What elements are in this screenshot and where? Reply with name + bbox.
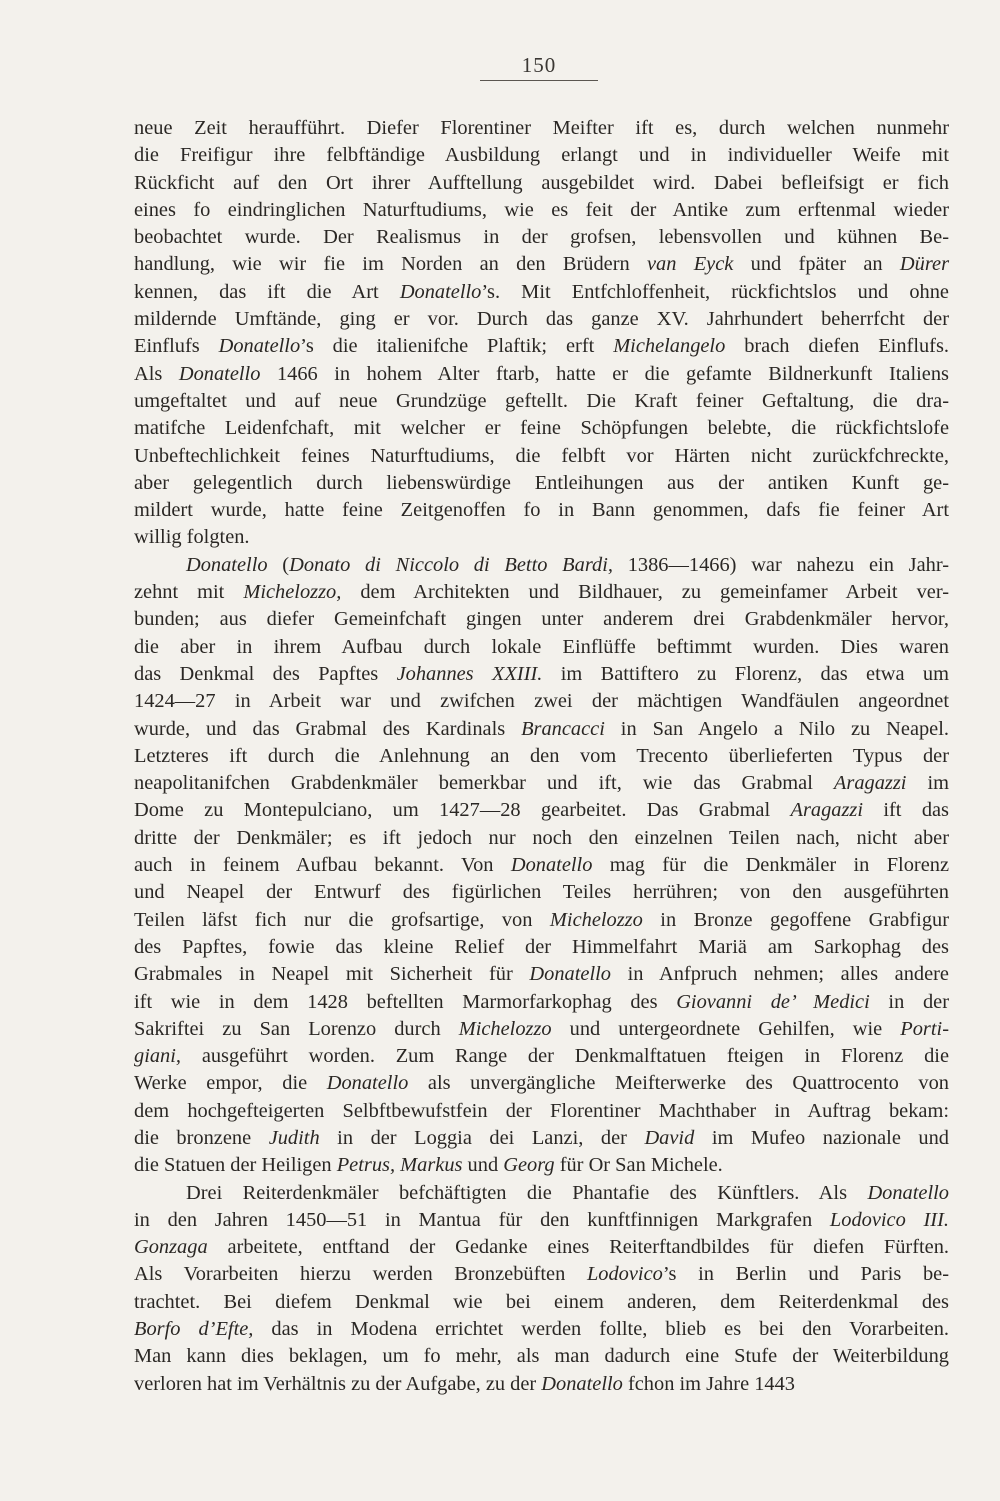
italic-name: Petrus, Markus xyxy=(336,1154,463,1177)
italic-name: Donato di Niccolo di Betto Bardi, xyxy=(289,553,613,576)
italic-name: Borfo d’Efte, xyxy=(134,1318,254,1341)
text-line xyxy=(134,1180,949,1207)
italic-name: Donatello xyxy=(399,280,482,303)
text-line xyxy=(134,279,949,306)
text-line xyxy=(134,333,949,360)
text-line xyxy=(134,388,949,415)
text-line xyxy=(134,524,949,551)
text-run: in den Jahren 1450—51 in Mantua für den kunftfinnigen Markgrafen xyxy=(134,1208,830,1231)
text-run: willig folgten. xyxy=(134,526,250,549)
text-line xyxy=(134,852,949,879)
text-line xyxy=(134,1207,949,1234)
text-run: dem Architekten und Bildhauer, zu gemeinfamer Arbeit ver- xyxy=(341,581,949,604)
text-run: mag für die Denkmäler in Florenz xyxy=(592,854,950,877)
text-line xyxy=(134,197,949,224)
text-line xyxy=(134,606,949,633)
text-run: Sakriftei zu San Lorenzo durch xyxy=(134,1017,459,1040)
text-line xyxy=(134,989,949,1016)
text-line xyxy=(134,1343,949,1370)
text-run: 1386—1466) war nahezu ein Jahr- xyxy=(612,553,949,576)
text-run: Letzteres ift durch die Anlehnung an den vom Trecento überlieferten Typus der xyxy=(134,744,949,767)
text-line xyxy=(134,934,949,961)
text-run: die Statuen der Heiligen xyxy=(134,1154,337,1177)
text-run: das in Modena errichtet werden follte, blieb es bei den Vorarbeiten. xyxy=(253,1318,950,1341)
italic-name: Michelozzo xyxy=(458,1017,552,1040)
text-line xyxy=(134,115,949,142)
italic-name: giani, xyxy=(134,1045,182,1068)
text-line xyxy=(134,470,949,497)
text-run: in San Angelo a Nilo zu Neapel. xyxy=(604,717,949,740)
text-line xyxy=(134,1016,949,1043)
text-run: und Neapel der Entwurf des figürlichen Teiles herrühren; von den ausgeführten xyxy=(134,881,949,904)
text-run: ’s. Mit Entfchloffenheit, rückfichtslos und ohne xyxy=(481,280,949,303)
text-line xyxy=(134,1234,949,1261)
text-line xyxy=(134,497,949,524)
text-run: des Papftes, fowie das kleine Relief der Himmelfahrt Mariä am Sarkophag des xyxy=(134,935,949,958)
text-run: in der xyxy=(869,990,949,1013)
text-line xyxy=(134,1098,949,1125)
text-line xyxy=(134,688,949,715)
page-number-rule xyxy=(480,80,598,81)
text-run: Als xyxy=(134,362,179,385)
italic-name: Judith xyxy=(268,1126,320,1149)
italic-name: Brancacci xyxy=(521,717,605,740)
text-line xyxy=(134,825,949,852)
italic-name: Aragazzi xyxy=(790,799,864,822)
text-run: als unvergängliche Meifterwerke des Quattrocento von xyxy=(408,1072,949,1095)
italic-name: David xyxy=(644,1126,695,1149)
text-line xyxy=(134,224,949,251)
text-line xyxy=(134,661,949,688)
text-run: dem hochgefteigerten Selbftbewufstfein der Florentiner Machthaber in Auftrag bekam: xyxy=(134,1099,949,1122)
italic-name: van Eyck xyxy=(646,253,734,276)
text-run: Unbeftechlichkeit feines Naturftudiums, die felbft vor Härten nicht zurückfchreckte, xyxy=(134,444,949,467)
text-line xyxy=(134,634,949,661)
text-run: neue Zeit heraufführt. Diefer Florentiner Meifter ift es, durch welchen nunmehr xyxy=(134,117,949,139)
text-line xyxy=(134,907,949,934)
text-line xyxy=(134,1070,949,1097)
text-run: ift das xyxy=(863,799,949,822)
text-line xyxy=(134,415,949,442)
paragraph xyxy=(134,1180,949,1398)
text-run: in Anfpruch nehmen; alles andere xyxy=(610,963,949,986)
italic-name: Michelozzo, xyxy=(243,581,342,604)
text-run: Grabmales in Neapel mit Sicherheit für xyxy=(134,963,530,986)
text-line xyxy=(134,1152,949,1179)
text-run: für Or San Michele. xyxy=(554,1154,723,1177)
italic-name: Donatello xyxy=(178,362,261,385)
text-run: und xyxy=(462,1154,504,1177)
italic-name: Michelangelo xyxy=(613,335,726,358)
text-run: mildert wurde, hatte feine Zeitgenoffen fo in Bann genommen, dafs fie feiner Art xyxy=(134,499,949,522)
text-run: im xyxy=(906,772,949,795)
text-run: umgeftaltet und auf neue Grundzüge geftellt. Die Kraft feiner Geftaltung, die dra- xyxy=(134,389,949,412)
text-run: die bronzene xyxy=(134,1126,269,1149)
text-run: bunden; aus diefer Gemeinfchaft gingen unter anderem drei Grabdenkmäler hervor, xyxy=(134,608,949,631)
text-run: neapolitanifchen Grabdenkmäler bemerkbar und ift, wie das Grabmal xyxy=(134,772,834,795)
text-run: handlung, wie wir fie im Norden an den Brüdern xyxy=(134,253,647,276)
text-line xyxy=(134,1261,949,1288)
text-run: auch in feinem Aufbau bekannt. Von xyxy=(134,854,511,877)
italic-name: Donatello xyxy=(218,335,301,358)
italic-name: Dürer xyxy=(899,253,950,276)
text-run: ausgeführt worden. Zum Range der Denkmalftatuen fteigen in Florenz die xyxy=(181,1045,949,1068)
text-line xyxy=(134,579,949,606)
text-run: im Battiftero zu Florenz, das etwa um xyxy=(542,662,949,685)
text-run: und fpäter an xyxy=(733,253,900,276)
paragraph xyxy=(134,115,949,552)
text-line xyxy=(134,1316,949,1343)
italic-name: Donatello xyxy=(510,854,593,877)
text-run: beobachtet wurde. Der Realismus in der grofsen, lebensvollen und kühnen Be- xyxy=(134,226,949,249)
text-line xyxy=(134,797,949,824)
text-run: ( xyxy=(267,553,290,576)
text-line xyxy=(134,743,949,770)
text-line xyxy=(134,170,949,197)
text-run: dritte der Denkmäler; es ift jedoch nur noch den einzelnen Teilen nach, nicht aber xyxy=(134,826,949,849)
text-run: in der Loggia dei Lanzi, der xyxy=(319,1126,645,1149)
italic-name: Donatello xyxy=(541,1372,623,1395)
text-line xyxy=(134,1371,949,1398)
italic-name: Johannes XXIII. xyxy=(396,662,543,685)
text-line xyxy=(134,716,949,743)
body-text xyxy=(134,115,949,1398)
text-run: in Bronze gegoffene Grabfigur xyxy=(642,908,949,931)
text-run: Man kann dies beklagen, um fo mehr, als man dadurch eine Stufe der Weiterbildung xyxy=(134,1345,949,1368)
italic-name: Donatello xyxy=(867,1181,949,1204)
text-run: 1424—27 in Arbeit war und zwifchen zwei der mächtigen Wandfäulen angeordnet xyxy=(134,690,949,713)
text-run: die aber in ihrem Aufbau durch lokale Einflüffe beftimmt wurden. Dies waren xyxy=(134,635,949,658)
text-run: Einflufs xyxy=(134,335,219,358)
text-run: arbeitete, entftand der Gedanke eines Reiterftandbildes für diefen Fürften. xyxy=(207,1236,949,1259)
text-line xyxy=(134,361,949,388)
text-line xyxy=(134,1125,949,1152)
text-run: aber gelegentlich durch liebenswürdige Entleihungen aus der antiken Kunft ge- xyxy=(134,471,949,494)
italic-name: Lodovico III. xyxy=(829,1208,949,1231)
text-run: Rückficht auf den Ort ihrer Aufftellung ausgebildet wird. Dabei befleifsigt er fich xyxy=(134,171,949,194)
text-run: zehnt mit xyxy=(134,581,244,604)
italic-name: Michelozzo xyxy=(549,908,643,931)
italic-name: Donatello xyxy=(326,1072,409,1095)
text-line xyxy=(134,142,949,169)
paragraph xyxy=(134,552,949,1180)
text-line xyxy=(134,770,949,797)
text-line xyxy=(134,552,949,579)
text-line xyxy=(134,1043,949,1070)
italic-name: Gonzaga xyxy=(134,1236,208,1259)
text-run: im Mufeo nazionale und xyxy=(694,1126,949,1149)
text-run: Teilen läfst fich nur die grofsartige, von xyxy=(134,908,550,931)
text-line xyxy=(134,306,949,333)
text-run: Drei Reiterdenkmäler befchäftigten die Phantafie des Künftlers. Als xyxy=(186,1181,868,1204)
text-run: eines fo eindringlichen Naturftudiums, wie es feit der Antike zum erftenmal wieder xyxy=(134,198,949,221)
text-run: verloren hat im Verhältnis zu der Aufgabe, zu der xyxy=(134,1372,542,1395)
italic-name: Donatello xyxy=(529,963,611,986)
text-run: ’s in Berlin und Paris be- xyxy=(662,1263,949,1286)
text-line xyxy=(134,1289,949,1316)
italic-name: Georg xyxy=(503,1154,555,1177)
text-run: kennen, das ift die Art xyxy=(134,280,400,303)
text-line xyxy=(134,961,949,988)
italic-name: Porti- xyxy=(900,1017,949,1040)
text-run: 1466 in hohem Alter ftarb, hatte er die gefamte Bildnerkunft Italiens xyxy=(260,362,949,385)
text-run: das Denkmal des Papftes xyxy=(134,662,397,685)
text-run: Als Vorarbeiten hierzu werden Bronzebüften xyxy=(134,1263,587,1286)
page-number: 150 xyxy=(521,53,557,77)
text-run: ift wie in dem 1428 beftellten Marmorfarkophag des xyxy=(134,990,677,1013)
text-line xyxy=(134,879,949,906)
italic-name: Aragazzi xyxy=(833,772,907,795)
italic-name: Lodovico xyxy=(586,1263,663,1286)
text-run: wurde, und das Grabmal des Kardinals xyxy=(134,717,522,740)
text-run: Werke empor, die xyxy=(134,1072,327,1095)
text-run: fchon im Jahre 1443 xyxy=(622,1372,796,1395)
text-run: Dome zu Montepulciano, um 1427—28 gearbeitet. Das Grabmal xyxy=(134,799,791,822)
text-run: ’s die italienifche Plaftik; erft xyxy=(300,335,614,358)
text-run: trachtet. Bei diefem Denkmal wie bei einem anderen, dem Reiterdenkmal des xyxy=(134,1290,949,1313)
text-run: die Freifigur ihre felbftändige Ausbildung erlangt und in individueller Weife mit xyxy=(134,144,949,167)
italic-name: Giovanni de’ Medici xyxy=(676,990,870,1013)
text-line xyxy=(134,443,949,470)
text-line xyxy=(134,251,949,278)
italic-name: Donatello xyxy=(186,553,268,576)
text-run: brach diefen Einflufs. xyxy=(725,335,949,358)
text-run: und untergeordnete Gehilfen, wie xyxy=(551,1017,901,1040)
text-run: matifche Leidenfchaft, mit welcher er feine Schöpfungen belebte, die rückfichtslofe xyxy=(134,417,949,440)
text-run: mildernde Umftände, ging er vor. Durch das ganze XV. Jahrhundert beherrfcht der xyxy=(134,308,949,331)
